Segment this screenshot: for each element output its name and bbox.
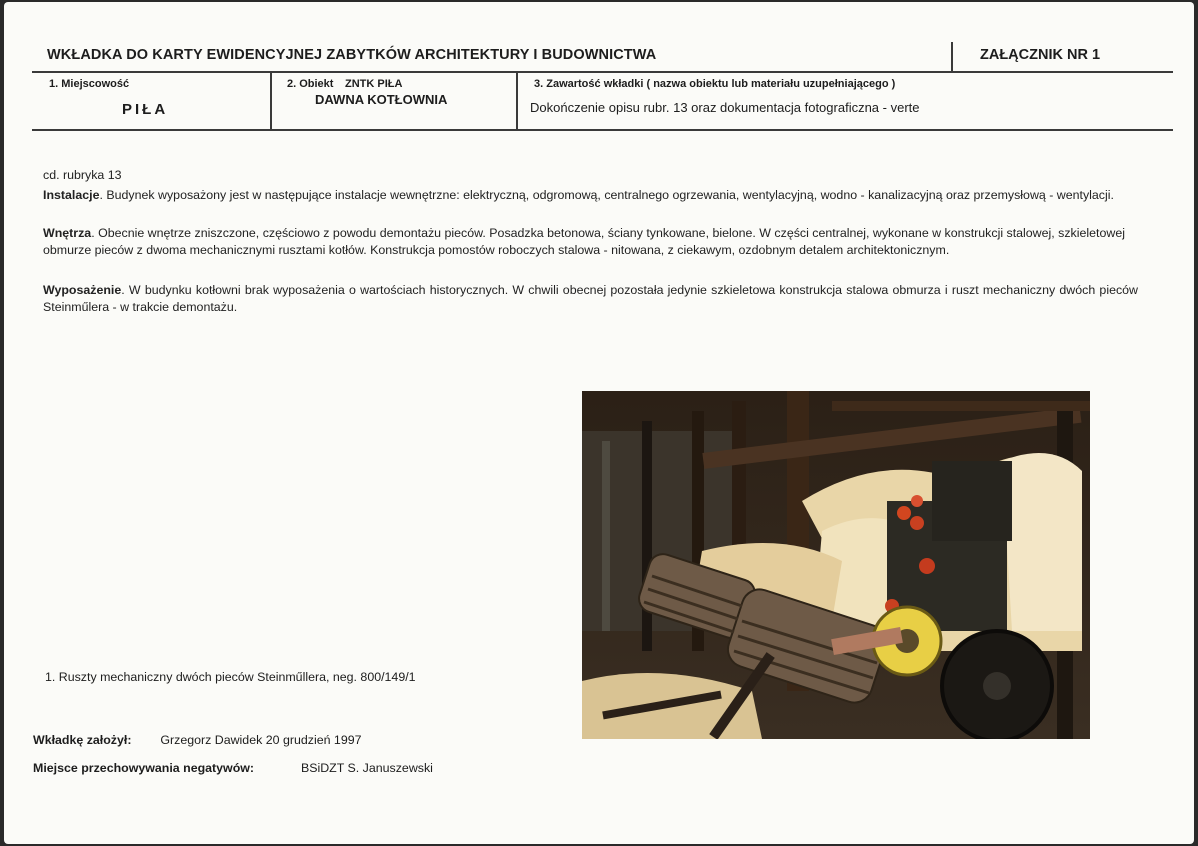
- fields-rule: [32, 129, 1173, 131]
- installations-text: . Budynek wyposażony jest w następujące instalacje wewnętrzne: elektryczną, odgromową, centralnego ogrzewania, wentylacyjną, wodno - kanalizacyjną oraz przemysłową - wentylacji.: [99, 188, 1114, 202]
- photo-caption: 1. Ruszty mechaniczny dwóch pieców Steinműllera, neg. 800/149/1: [45, 670, 416, 684]
- record-card: [4, 2, 1194, 844]
- photo-illustration: [582, 391, 1090, 739]
- paragraph-equipment: [43, 282, 1138, 316]
- interiors-text: . Obecnie wnętrze zniszczone, częściowo z powodu demontażu pieców. Posadzka betonowa, ściany tynkowane, bielone. W części centralnej, wykonane w konstrukcji stalowej, szkieletowej obmurze pieców z dwoma mechanicznymi rusztami kotłów. Konstrukcja pomostów roboczych stalowa - nitowana, z ciekawym, ozdobnym detalem architektonicznym.: [43, 226, 1125, 257]
- field-divider-1: [270, 73, 272, 130]
- place-label: 1. Miejscowość: [49, 78, 130, 90]
- section-heading: cd. rubryka 13: [43, 168, 122, 182]
- content-value: Dokończenie opisu rubr. 13 oraz dokumentacja fotograficzna - verte: [530, 100, 920, 115]
- document-title: WKŁADKA DO KARTY EWIDENCYJNEJ ZABYTKÓW ARCHITEKTURY I BUDOWNICTWA: [47, 47, 657, 63]
- installations-heading: Instalacje: [43, 188, 100, 202]
- object-value: DAWNA KOTŁOWNIA: [315, 92, 448, 107]
- header-divider: [951, 42, 953, 72]
- equipment-heading: Wyposażenie: [43, 283, 122, 297]
- place-value: PIŁA: [122, 101, 169, 118]
- storage-label: Miejsce przechowywania negatywów:: [33, 761, 255, 775]
- field-divider-2: [516, 73, 518, 130]
- header-rule: [32, 71, 1173, 73]
- storage-row: [33, 761, 433, 775]
- storage-value: BSiDZT S. Januszewski: [300, 761, 433, 775]
- paragraph-interiors: [43, 225, 1138, 259]
- author-row: [33, 733, 362, 747]
- author-label: Wkładkę założył:: [33, 733, 132, 747]
- boiler-room-photo: [582, 391, 1090, 739]
- object-label: 2. Obiekt: [287, 78, 334, 90]
- equipment-text: . W budynku kotłowni brak wyposażenia o wartościach historycznych. W chwili obecnej pozostała jedynie szkieletowa konstrukcja stalowa obmurza i ruszt mechaniczny dwóch pieców Steinműlera - w trakcie demontażu.: [43, 283, 1138, 314]
- content-label: 3. Zawartość wkładki ( nazwa obiektu lub materiału uzupełniającego ): [534, 78, 896, 90]
- attachment-number: ZAŁĄCZNIK NR 1: [980, 47, 1101, 63]
- author-value: Grzegorz Dawidek 20 grudzień 1997: [160, 733, 362, 747]
- object-sub: ZNTK PIŁA: [345, 78, 403, 90]
- interiors-heading: Wnętrza: [43, 226, 92, 240]
- paragraph-installations: [43, 187, 1138, 204]
